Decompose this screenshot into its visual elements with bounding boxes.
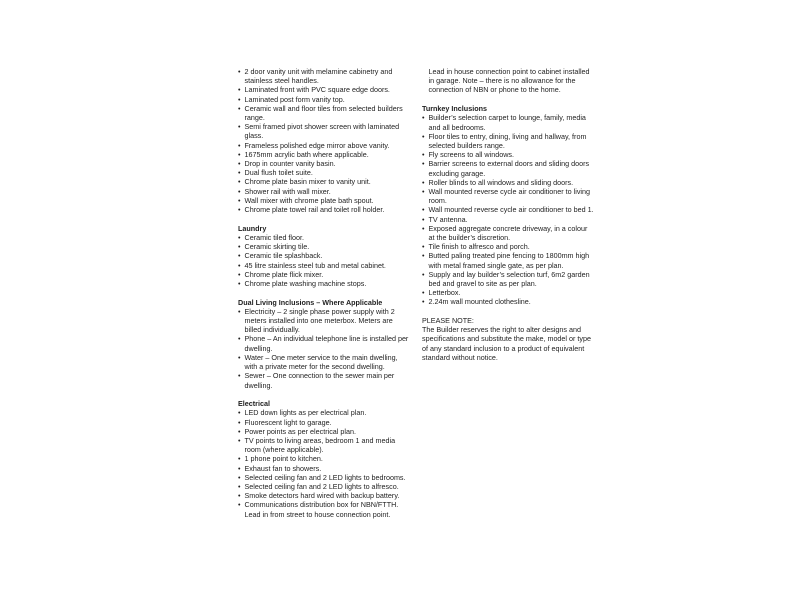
list-item: • Power points as per electrical plan. <box>238 427 410 436</box>
list-item: • 2 door vanity unit with melamine cabinetry and stainless steel handles. <box>238 67 410 85</box>
continuation-text: Lead in house connection point to cabinet installed in garage. Note – there is no allowance for the connection of NBN or phone to the home. <box>428 67 590 95</box>
list-item: • 2.24m wall mounted clothesline. <box>422 297 594 306</box>
list-item: • Builder’s selection carpet to lounge, family, media and all bedrooms. <box>422 113 594 131</box>
list-item: • Electricity – 2 single phase power supply with 2 meters installed into one meterbox. Meters are billed individually. <box>238 307 410 335</box>
list-item: • Chrome plate basin mixer to vanity unit. <box>238 177 410 186</box>
right-column <box>422 67 594 362</box>
list-item: • Ceramic tiled floor. <box>238 233 410 242</box>
list-item: • Wall mixer with chrome plate bath spout. <box>238 196 410 205</box>
turnkey-list <box>422 113 594 306</box>
list-item: • Tile finish to alfresco and porch. <box>422 242 594 251</box>
list-item: • Barrier screens to external doors and sliding doors excluding garage. <box>422 159 594 177</box>
list-item: • TV antenna. <box>422 215 594 224</box>
list-item: • Selected ceiling fan and 2 LED lights to bedrooms. <box>238 473 410 482</box>
dual-living-heading: Dual Living Inclusions – Where Applicable <box>238 297 383 307</box>
laundry-list <box>238 233 410 288</box>
dual-living-list <box>238 307 410 390</box>
list-item: • Fluorescent light to garage. <box>238 418 410 427</box>
list-item: • Butted paling treated pine fencing to 1800mm high with metal framed single gate, as per plan. <box>422 251 594 269</box>
list-item: • Shower rail with wall mixer. <box>238 187 410 196</box>
list-item: • LED down lights as per electrical plan. <box>238 408 410 417</box>
bathroom-section <box>238 67 410 214</box>
left-column <box>238 67 410 519</box>
electrical-list <box>238 408 410 518</box>
list-item: • Laminated front with PVC square edge doors. <box>238 85 410 94</box>
note-heading: PLEASE NOTE: <box>422 316 474 326</box>
list-item: • Chrome plate flick mixer. <box>238 270 410 279</box>
nbn-continuation <box>422 67 594 95</box>
list-item: • Fly screens to all windows. <box>422 150 594 159</box>
list-item: • TV points to living areas, bedroom 1 and media room (where applicable). <box>238 436 410 454</box>
list-item: • Roller blinds to all windows and sliding doors. <box>422 178 594 187</box>
list-item: • Drop in counter vanity basin. <box>238 159 410 168</box>
list-item: • Supply and lay builder’s selection turf, 6m2 garden bed and gravel to site as per plan. <box>422 270 594 288</box>
list-item: • 1675mm acrylic bath where applicable. <box>238 150 410 159</box>
bathroom-list <box>238 67 410 214</box>
list-item: • Laminated post form vanity top. <box>238 95 410 104</box>
laundry-heading: Laundry <box>238 223 267 233</box>
list-item: • Ceramic wall and floor tiles from selected builders range. <box>238 104 410 122</box>
list-item: • Sewer – One connection to the sewer main per dwelling. <box>238 371 410 389</box>
list-item: • Exhaust fan to showers. <box>238 464 410 473</box>
list-item: • Floor tiles to entry, dining, living and hallway, from selected builders range. <box>422 132 594 150</box>
list-item: • Wall mounted reverse cycle air conditioner to bed 1. <box>422 205 594 214</box>
note-section <box>422 316 594 362</box>
list-item: • Dual flush toilet suite. <box>238 168 410 177</box>
list-item: • 1 phone point to kitchen. <box>238 454 410 463</box>
note-body: The Builder reserves the right to alter designs and specifications and substitute the make, model or type of any standard inclusion to a product of equivalent standard without notice. <box>422 325 591 362</box>
list-item: • Ceramic tile splashback. <box>238 251 410 260</box>
list-item: • Phone – An individual telephone line is installed per dwelling. <box>238 334 410 352</box>
list-item: • Smoke detectors hard wired with backup battery. <box>238 491 410 500</box>
list-item: • Exposed aggregate concrete driveway, in a colour at the builder’s discretion. <box>422 224 594 242</box>
turnkey-section <box>422 104 594 306</box>
list-item: • Selected ceiling fan and 2 LED lights to alfresco. <box>238 482 410 491</box>
dual-living-section <box>238 298 410 390</box>
list-item: • Communications distribution box for NBN/FTTH. Lead in from street to house connection point. <box>238 500 410 518</box>
list-item: • Chrome plate washing machine stops. <box>238 279 410 288</box>
list-item: • Water – One meter service to the main dwelling, with a private meter for the second dwelling. <box>238 353 410 371</box>
list-item: • Frameless polished edge mirror above vanity. <box>238 141 410 150</box>
list-item: • Ceramic skirting tile. <box>238 242 410 251</box>
list-item: • Chrome plate towel rail and toilet roll holder. <box>238 205 410 214</box>
list-item: • 45 litre stainless steel tub and metal cabinet. <box>238 261 410 270</box>
list-item: • Wall mounted reverse cycle air conditioner to living room. <box>422 187 594 205</box>
electrical-section <box>238 399 410 519</box>
list-item: • Letterbox. <box>422 288 594 297</box>
turnkey-heading: Turnkey Inclusions <box>422 104 487 114</box>
laundry-section <box>238 224 410 288</box>
list-item: • Semi framed pivot shower screen with laminated glass. <box>238 122 410 140</box>
electrical-heading: Electrical <box>238 399 270 409</box>
